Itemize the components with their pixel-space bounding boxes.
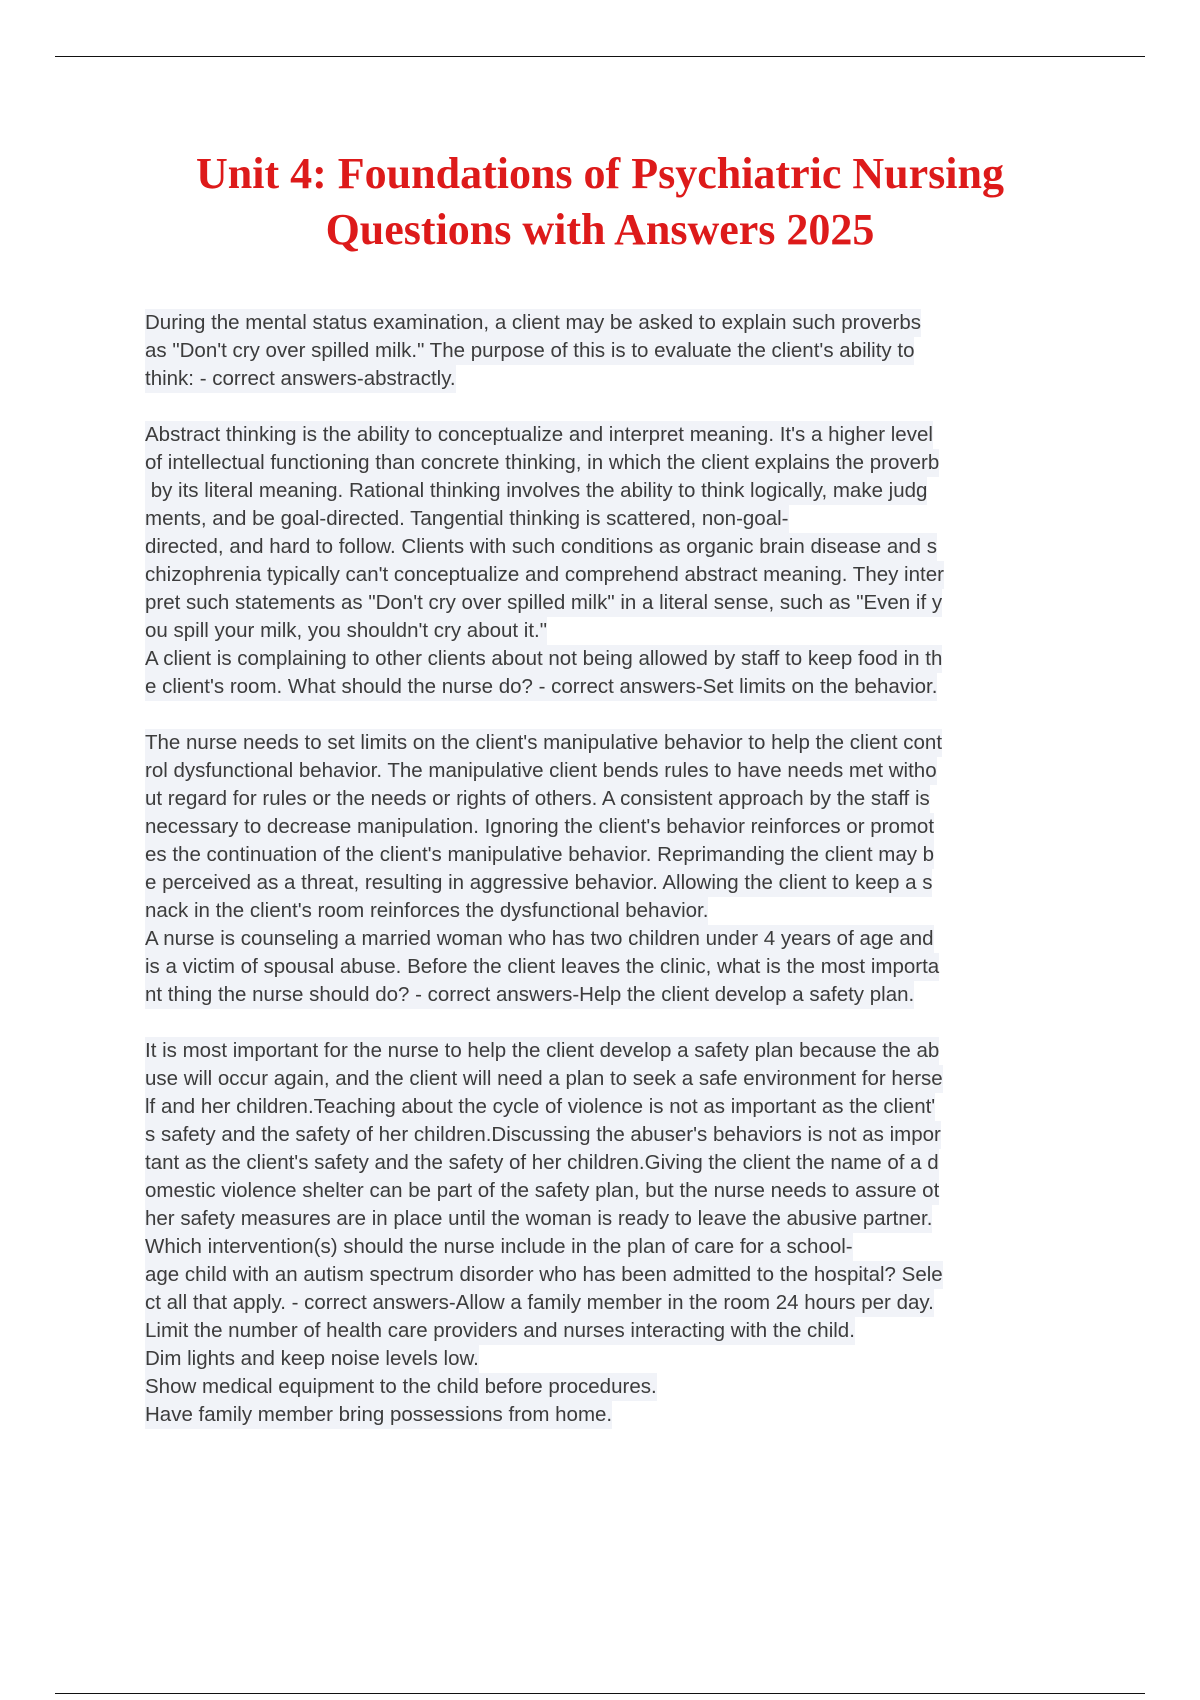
text-line: ou spill your milk, you shouldn't cry about it.": [145, 617, 547, 645]
top-rule: [55, 56, 1145, 57]
text-line: A client is complaining to other clients about not being allowed by staff to keep food in th: [145, 645, 942, 673]
text-line: It is most important for the nurse to help the client develop a safety plan because the ab: [145, 1037, 939, 1065]
text-line: Dim lights and keep noise levels low.: [145, 1345, 479, 1373]
text-line: ments, and be goal-directed. Tangential thinking is scattered, non-goal-: [145, 505, 789, 533]
text-line: s safety and the safety of her children.Discussing the abuser's behaviors is not as impor: [145, 1121, 941, 1149]
text-block: [145, 729, 1095, 1009]
text-line: Have family member bring possessions from home.: [145, 1401, 612, 1429]
text-line: pret such statements as "Don't cry over spilled milk" in a literal sense, such as "Even if y: [145, 589, 942, 617]
text-line: ct all that apply. - correct answers-Allow a family member in the room 24 hours per day.: [145, 1289, 934, 1317]
text-block: [145, 421, 1095, 701]
text-line: Abstract thinking is the ability to conceptualize and interpret meaning. It's a higher level: [145, 421, 933, 449]
text-line: of intellectual functioning than concrete thinking, in which the client explains the proverb: [145, 449, 939, 477]
text-line: by its literal meaning. Rational thinking involves the ability to think logically, make judg: [145, 477, 927, 505]
text-line: ut regard for rules or the needs or rights of others. A consistent approach by the staff is: [145, 785, 930, 813]
text-line: Show medical equipment to the child before procedures.: [145, 1373, 657, 1401]
text-block: [145, 309, 1095, 393]
title-line: Unit 4: Foundations of Psychiatric Nursing: [196, 149, 1004, 198]
text-line: A nurse is counseling a married woman who has two children under 4 years of age and: [145, 925, 934, 953]
document-title: [0, 146, 1200, 258]
text-line: directed, and hard to follow. Clients with such conditions as organic brain disease and s: [145, 533, 937, 561]
text-line: think: - correct answers-abstractly.: [145, 365, 456, 393]
text-line: as "Don't cry over spilled milk." The purpose of this is to evaluate the client's ability to: [145, 337, 914, 365]
text-line: her safety measures are in place until the woman is ready to leave the abusive partner.: [145, 1205, 932, 1233]
text-line: rol dysfunctional behavior. The manipulative client bends rules to have needs met witho: [145, 757, 937, 785]
text-line: chizophrenia typically can't conceptualize and comprehend abstract meaning. They inter: [145, 561, 944, 589]
text-line: During the mental status examination, a client may be asked to explain such proverbs: [145, 309, 921, 337]
paragraph-gap: [145, 1009, 1095, 1037]
title-line: Questions with Answers 2025: [325, 205, 875, 254]
text-line: tant as the client's safety and the safety of her children.Giving the client the name of a d: [145, 1149, 939, 1177]
text-line: Which intervention(s) should the nurse include in the plan of care for a school-: [145, 1233, 853, 1261]
text-line: lf and her children.Teaching about the cycle of violence is not as important as the client': [145, 1093, 935, 1121]
text-line: age child with an autism spectrum disorder who has been admitted to the hospital? Sele: [145, 1261, 943, 1289]
text-line: necessary to decrease manipulation. Ignoring the client's behavior reinforces or promot: [145, 813, 934, 841]
text-line: Limit the number of health care providers and nurses interacting with the child.: [145, 1317, 855, 1345]
bottom-rule: [55, 1693, 1145, 1694]
text-line: omestic violence shelter can be part of the safety plan, but the nurse needs to assure ot: [145, 1177, 939, 1205]
paragraph-gap: [145, 393, 1095, 421]
document-body: [145, 309, 1095, 1429]
text-line: is a victim of spousal abuse. Before the client leaves the clinic, what is the most importa: [145, 953, 939, 981]
text-line: e client's room. What should the nurse do? - correct answers-Set limits on the behavior.: [145, 673, 937, 701]
text-line: nack in the client's room reinforces the dysfunctional behavior.: [145, 897, 708, 925]
paragraph-gap: [145, 701, 1095, 729]
text-line: use will occur again, and the client will need a plan to seek a safe environment for herse: [145, 1065, 943, 1093]
text-line: The nurse needs to set limits on the client's manipulative behavior to help the client cont: [145, 729, 942, 757]
text-block: [145, 1037, 1095, 1429]
text-line: es the continuation of the client's manipulative behavior. Reprimanding the client may b: [145, 841, 934, 869]
text-line: nt thing the nurse should do? - correct answers-Help the client develop a safety plan.: [145, 981, 914, 1009]
text-line: e perceived as a threat, resulting in aggressive behavior. Allowing the client to keep a s: [145, 869, 932, 897]
